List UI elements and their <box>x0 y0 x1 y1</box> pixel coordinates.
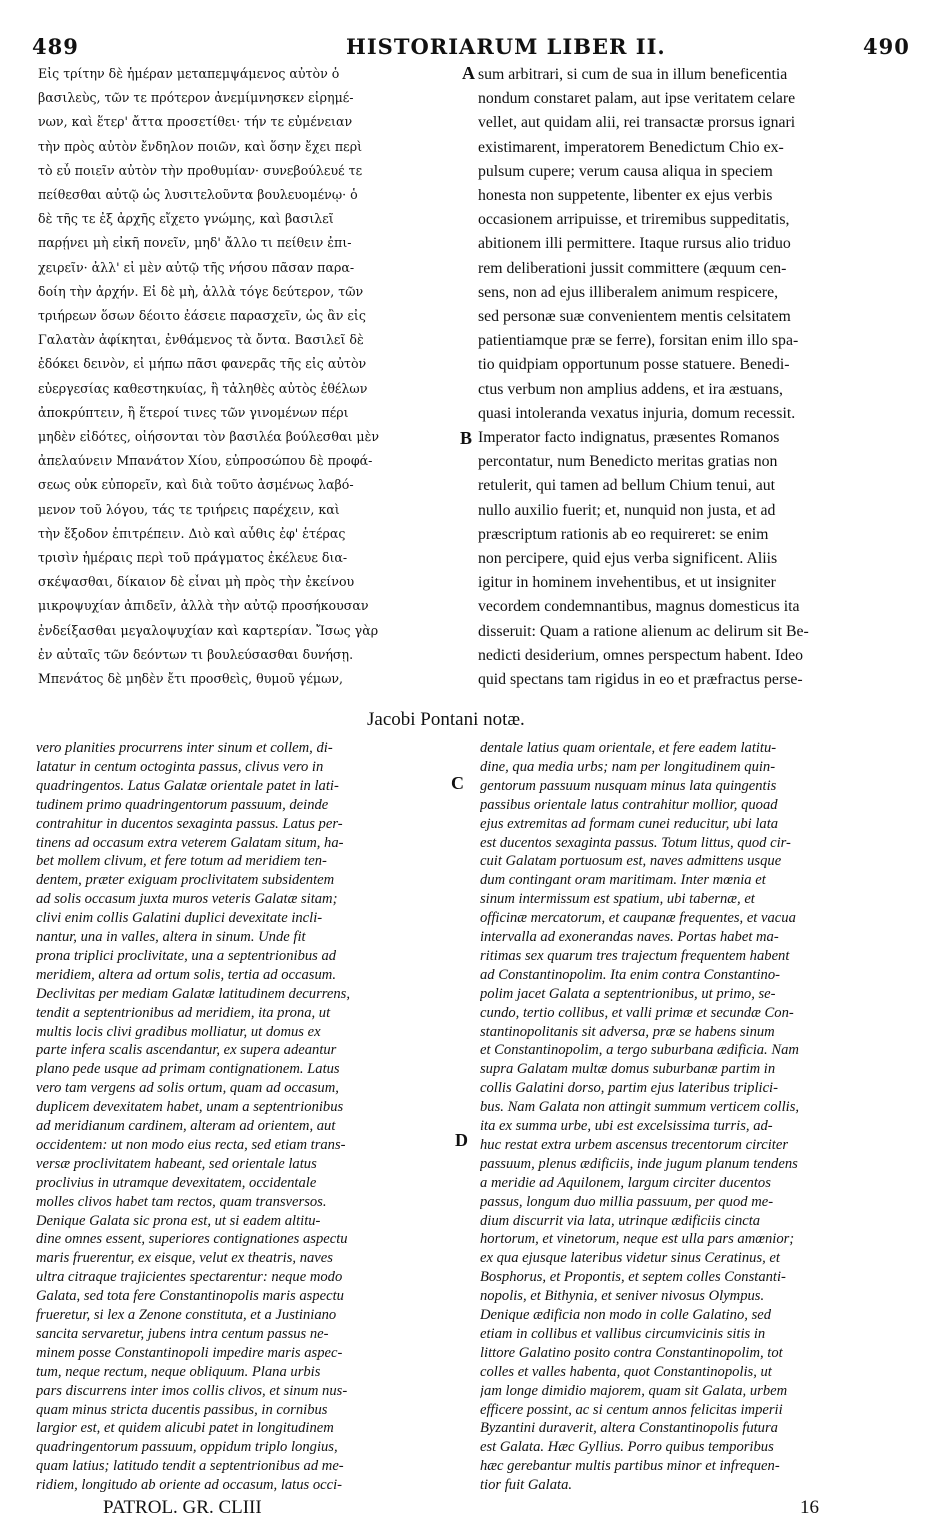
latin-text-line: abitionem illi permittere. Itaque rursus alio triduo <box>478 235 791 253</box>
note-text-line: tior fuit Galata. <box>480 1477 573 1494</box>
greek-text-line: μικροψυχίαν ἀπιδεῖν, ἀλλὰ τὴν αὐτῷ προσήκουσαν <box>38 598 369 614</box>
latin-text-line: præscriptum rationis ab eo requireret: se enim <box>478 525 769 543</box>
note-text-line: nantur, una in valles, altera in sinum. Unde fit <box>36 929 306 945</box>
note-text-line: ritimas sex quarum tres trajectum frequentem habent <box>480 947 790 964</box>
note-text-line: quadringentorum passuum, oppidum triplo longius, <box>36 1439 338 1456</box>
greek-text-line: τὸ εὖ ποιεῖν αὐτὸν τὴν προθυμίαν· συνεβούλευέ τε <box>38 162 363 178</box>
greek-text-line: τὴν πρὸς αὐτὸν ἔνδηλον ποιῶν, καὶ ὅσην ἔχει περὶ <box>38 138 363 154</box>
note-text-line: plano pede usque ad primam contignationem. Latus <box>36 1061 340 1078</box>
note-text-line: multis locis clivi gradibus molliatur, ut domus ex <box>36 1023 321 1040</box>
note-text-line: et Constantinopolim, a tergo suburbana ædificia. Nam <box>480 1042 799 1059</box>
latin-text-line: ctus verbum non amplius addens, et ira æstuans, <box>478 380 783 398</box>
note-text-line: latatur in centum octoginta passus, clivus vero in <box>36 758 324 775</box>
note-text-line: hæc gerebantur multis partibus minor et infrequen- <box>480 1458 780 1475</box>
note-text-line: meridiem, altera ad ortum solis, tertia ad occasum. <box>36 966 336 983</box>
greek-text-line: παρῄνει μὴ εἰκῆ πονεῖν, μηδ' ἄλλο τι πείθειν ἐπι- <box>38 235 352 251</box>
latin-text-line: sum arbitrari, si cum de sua in illum beneficentia <box>478 66 788 83</box>
note-text-line: bet mollem clivum, et fere totum ad meridiem ten- <box>36 853 327 870</box>
note-text-line: parte infera scalis ascendantur, ex supera adeantur <box>36 1042 337 1059</box>
latin-text-line: quid spectans tam rigidus in eo et præfractus perse- <box>478 671 803 688</box>
note-text-line: tinens ad occasum extra veterem Galatam situm, ha- <box>36 834 344 851</box>
note-text-line: dentale latius quam orientale, et fere eadem latitu- <box>480 740 777 756</box>
latin-text-line: non percipere, quid ejus verba significent. Aliis <box>478 550 778 567</box>
running-title: HISTORIARUM LIBER II. <box>346 34 666 59</box>
latin-text-line: honesta non suppetente, libenter ex ejus verbis <box>478 187 773 204</box>
note-text-line: Galata, sed tota fere Constantinopolis maris aspectu <box>36 1288 344 1305</box>
note-text-line: tudinem primo quadringentorum passuum, deinde <box>36 796 329 813</box>
page-number-left: 489 <box>32 34 79 59</box>
margin-marker-d: D <box>455 1130 468 1150</box>
greek-text-line: ἀπελαύνειν Μπανάτον Χίου, εὐπροσώπου δὲ προφά- <box>38 453 373 469</box>
note-text-line: pars discurrens inter imos collis clivos, et sinum nus- <box>36 1382 348 1399</box>
greek-text-line: σεως οὐκ εὐπορεῖν, καὶ διὰ τοῦτο ἀσμένως λαβό- <box>38 477 354 493</box>
note-text-line: prona triplici proclivitate, una a septentrionibus ad <box>36 947 337 964</box>
greek-text-line: Γαλατὰν ἀφίκηται, ἐνθάμενος τὰ ὄντα. Βασιλεῖ δὲ <box>38 332 364 348</box>
greek-text-line: νων, καὶ ἕτερ' ἄττα προσετίθει· τήν τε εὐμένειαν <box>38 114 353 130</box>
greek-text-line: δὲ τῆς τε ἐξ ἀρχῆς εἴχετο γνώμης, καὶ βασιλεῖ <box>38 211 334 227</box>
note-text-line: est ducentos sexaginta passus. Totum littus, quod cir- <box>480 834 791 851</box>
note-text-line: cuit Galatam portuosum est, naves admittens usque <box>480 853 782 870</box>
note-text-line: frueretur, si lex a Zenone constituta, et a Justiniano <box>36 1307 337 1323</box>
latin-text-line: sed personæ suæ convenientem mentis celsitatem <box>478 308 791 325</box>
greek-text-line: τὴν ἔξοδον ἐπιτρέπειν. Διὸ καὶ αὖθις ἐφ' ἑτέρας <box>38 525 346 541</box>
note-text-line: ad Constantinopolim. Ita enim contra Constantino- <box>480 966 780 983</box>
greek-text-line: ἐνδείξασθαι μεγαλοψυχίαν καὶ καρτερίαν. Ἴσως γὰρ <box>38 622 379 638</box>
note-text-line: ad solis occasum juxta muros veteris Galatæ sitam; <box>36 891 338 908</box>
greek-text-line: Μπενάτος δὲ μηδὲν ἔτι προσθεὶς, θυμοῦ γέμων, <box>38 671 343 686</box>
latin-text-line: Imperator facto indignatus, præsentes Romanos <box>478 429 780 446</box>
note-text-line: collis Galatini dorso, partim ejus lateribus triplici- <box>480 1080 778 1097</box>
note-text-line: molles clivos habet tam rectos, quam transversos. <box>36 1193 327 1210</box>
note-text-line: ejus extremitas ad formam cunei reducitur, ubi lata <box>480 815 779 832</box>
note-text-line: jam longe dimidio majorem, quam sit Galata, urbem <box>480 1382 788 1399</box>
note-text-line: occidentem: ut non modo eius recta, sed etiam trans- <box>36 1136 346 1153</box>
note-text-line: largior est, et quidem alicubi patet in longitudinem <box>36 1420 334 1437</box>
greek-text-line: χειρεῖν· ἀλλ' εἰ μὲν αὐτῷ τῆς νήσου πᾶσαν παρα- <box>38 259 355 275</box>
note-text-line: colles et valles habenta, quot Constantinopolis, ut <box>480 1363 772 1380</box>
greek-text-line: μηδὲν εἰδότες, οἰήσονται τὸν βασιλέα βούλεσθαι μὲν <box>38 429 380 444</box>
margin-marker-a: A <box>462 63 475 83</box>
note-text-line: supra Galatam multæ domus suburbanæ partim in <box>480 1061 776 1078</box>
note-text-line: Denique ædificia non modo in colle Galatino, sed <box>480 1307 772 1323</box>
notes-right-column <box>480 740 895 1500</box>
note-text-line: proclivius in utramque devexitatem, occidentale <box>36 1174 317 1191</box>
note-text-line: dum contingant oram maritimam. Inter mœnia et <box>480 872 766 889</box>
greek-text-line: ἀποκρύπτειν, ἢ ἕτεροί τινες τῶν γινομένων πέρι <box>38 404 349 420</box>
latin-text-line: sens, non ad ejus illiberalem animum respicere, <box>478 283 779 301</box>
note-text-line: clivi enim collis Galatini duplici devexitate incli- <box>36 910 323 927</box>
greek-text-line: ἐδόκει δεινὸν, εἰ μήπω πᾶσι φανερᾶς τῆς εἰς αὐτὸν <box>38 356 367 372</box>
latin-text-line: quasi intolerandа vexatus injuria, domum recessit. <box>478 404 796 422</box>
note-text-line: dine omnes essent, superiores contignationes aspectu <box>36 1231 348 1248</box>
latin-text-line: tio quidpiam opportunum posse statuere. Benedi- <box>478 356 790 374</box>
note-text-line: maris fruerentur, ex eisque, velut ex theatris, naves <box>36 1250 333 1267</box>
note-text-line: tendit a septentrionibus ad meridiem, ita prona, ut <box>36 1004 331 1021</box>
note-text-line: efficere possint, ac si centum annos felicitas imperii <box>480 1401 783 1418</box>
note-text-line: versæ proclivitatem habeant, sed orientale latus <box>36 1155 317 1172</box>
note-text-line: intervalla ad exonerandas naves. Portas habet ma- <box>480 929 779 945</box>
latin-text-line: nullo auxilio fuerit; et, nunquid non justa, et ad <box>478 501 776 519</box>
greek-text-line: τρισὶν ἡμέραις περὶ τοῦ πράγματος ἐκέλευε δια- <box>38 550 348 565</box>
note-text-line: quam minus stricta ducentis passibus, in cornibus <box>36 1401 328 1418</box>
greek-text-line: ἐν αὐταῖς τῶν δεόντων τι βουλεύσασθαι δυνήσῃ. <box>38 646 354 662</box>
note-text-line: Byzantini duraverit, altera Constantinopolis futura <box>480 1420 778 1437</box>
greek-text-line: σκέψασθαι, δίκαιον δὲ εἶναι μὴ πρὸς τὴν ἐκείνου <box>38 574 355 590</box>
note-text-line: passuum, plenus ædificiis, inde jugum planum tendens <box>480 1155 798 1172</box>
note-text-line: Bosphorus, et Propontis, et septem colles Constanti- <box>480 1269 786 1286</box>
notes-title: Jacobi Pontani notæ. <box>367 709 525 730</box>
note-text-line: contrahitur in ducentos sexaginta passus. Latus per- <box>36 815 343 832</box>
footer-series: PATROL. GR. CLIII <box>103 1497 262 1518</box>
footer-signature: 16 <box>800 1497 819 1518</box>
latin-text-line: existimarent, imperatorem Benedictum Chio ex- <box>478 138 784 156</box>
latin-text-column <box>478 66 893 696</box>
latin-text-line: vecordem condemnantibus, magnus domesticus ita <box>478 598 800 616</box>
greek-text-line: μενον τοῦ λόγου, τάς τε τριήρεις παρέχειν, καὶ <box>38 501 340 517</box>
note-text-line: ultra citraque trajicientes spectarentur: neque modo <box>36 1269 343 1286</box>
note-text-line: etiam in collibus et vallibus circumvicinis sitis in <box>480 1325 766 1342</box>
note-text-line: dine, qua media urbs; nam per longitudinem quin- <box>480 758 776 775</box>
note-text-line: nopolis, et Bithynia, et seniver nivosus Olympus. <box>480 1288 765 1305</box>
note-text-line: Denique Galata sic prona est, ut si eadem altitu- <box>36 1212 321 1229</box>
margin-marker-c: C <box>451 773 464 793</box>
note-text-line: passibus orientale latus contrahitur mollior, quoad <box>480 796 778 813</box>
note-text-line: bus. Nam Galata non attingit summum verticem collis, <box>480 1099 800 1116</box>
latin-text-line: igitur in hominem invehentibus, et ut insigniter <box>478 574 776 592</box>
note-text-line: dentem, præter exiguam proclivitatem subsidentem <box>36 872 335 889</box>
greek-text-line: εὐεργεσίας καθεστηκυίας, ἢ τἀληθὲς αὐτὸς ἐθέλων <box>38 380 368 396</box>
note-text-line: ita ex summa urbe, ubi est excelsissima turris, ad- <box>480 1118 773 1134</box>
greek-text-column <box>38 66 463 696</box>
latin-text-line: occasionem arripuisse, et triremibus suppeditatis, <box>478 211 790 229</box>
latin-text-line: pulsum cupere; verum causa aliqua in speciem <box>478 162 773 180</box>
latin-text-line: nedicti desiderium, omnes perspectum habent. Ideo <box>478 646 804 664</box>
latin-text-line: retulerit, qui tamen ad bellum Chium tenui, aut <box>478 477 776 495</box>
note-text-line: vero tam vergens ad solis ortum, quam ad occasum, <box>36 1080 339 1097</box>
note-text-line: sancita servaretur, jubens intra centum passus ne- <box>36 1325 329 1342</box>
note-text-line: vero planities procurrens inter sinum et collem, di- <box>36 740 333 756</box>
latin-text-line: disseruit: Quam a ratione alienum ac delirum sit Be- <box>478 622 809 640</box>
greek-text-line: τριήρεων ὅσων δέοιτο ἐάσειε παρασχεῖν, ὡς ἂν εἰς <box>38 308 366 323</box>
note-text-line: a meridie ad Aquilonem, largum circiter ducentos <box>480 1174 771 1191</box>
note-text-line: cundo, tertio collibus, et valli primæ et secundæ Con- <box>480 1004 794 1021</box>
note-text-line: sinum intermissum est spatium, ubi tabernæ, et <box>480 891 755 908</box>
greek-text-line: δοίη τὴν ἀρχήν. Εἰ δὲ μὴ, ἀλλὰ τόγε δεύτερον, τῶν <box>38 283 364 299</box>
latin-text-line: nondum constaret palam, aut ipse veritatem celare <box>478 90 796 108</box>
note-text-line: ridiem, longitudo ab oriente ad occasum, latus occi- <box>36 1477 343 1494</box>
note-text-line: hortorum, et vinetorum, neque est ulla pars amœnior; <box>480 1231 795 1248</box>
note-text-line: ex qua ejusque lateribus videtur sinus Ceratinus, et <box>480 1250 780 1267</box>
greek-text-line: βασιλεὺς, τῶν τε πρότερον ἀνεμίμνησκεν εἰρημέ- <box>38 90 354 106</box>
note-text-line: polim jacet Galata a septentrionibus, ut primo, se- <box>480 985 776 1002</box>
note-text-line: duplicem devexitatem habet, unam a septentrionibus <box>36 1099 344 1116</box>
note-text-line: gentorum passuum nusquam minus lata quingentis <box>480 777 777 794</box>
note-text-line: dium discurrit via lata, utrinque ædificiis cincta <box>480 1212 761 1229</box>
note-text-line: huc restat extra urbem ascensus trecentorum circiter <box>480 1136 789 1153</box>
note-text-line: ad meridianum cardinem, alteram ad orientem, aut <box>36 1118 336 1134</box>
latin-text-line: rem deliberationi jussit committere (æquum cen- <box>478 259 787 277</box>
page-number-right: 490 <box>863 34 910 59</box>
note-text-line: stantinopolitanis sit adversa, præ se habens sinum <box>480 1023 775 1040</box>
latin-text-line: vellet, aut quidam alii, rei transactæ prorsus ignari <box>478 114 796 132</box>
note-text-line: est Galata. Hæc Gyllius. Porro quibus temporibus <box>480 1439 774 1456</box>
note-text-line: quam latius; latitudo tendit a septentrionibus ad me- <box>36 1458 344 1475</box>
latin-text-line: percontatur, num Benedicto meritas gratias non <box>478 453 778 471</box>
greek-text-line: πείθεσθαι αὐτῷ ὡς λυσιτελοῦντα βουλευομένῳ· ὁ <box>38 187 358 202</box>
note-text-line: littore Galatino posito contra Constantinopolim, tot <box>480 1344 783 1361</box>
note-text-line: minem posse Constantinopoli impedire maris aspec- <box>36 1344 343 1361</box>
note-text-line: Declivitas per mediam Galatæ latitudinem decurrens, <box>36 985 350 1002</box>
note-text-line: officinæ mercatorum, et caupanæ frequentes, et vacua <box>480 910 796 927</box>
note-text-line: passus, longum duo millia passuum, per quod me- <box>480 1193 774 1210</box>
latin-text-line: patientiamque præ se ferre), forsitan enim illo spa- <box>478 332 799 350</box>
greek-text-line: Εἰς τρίτην δὲ ἡμέραν μεταπεμψάμενος αὐτὸν ὁ <box>38 66 340 81</box>
note-text-line: quadringentos. Latus Galatæ orientale patet in lati- <box>36 777 339 794</box>
margin-marker-b: B <box>460 428 473 448</box>
note-text-line: tum, neque rectum, neque obliquum. Plana urbis <box>36 1363 321 1380</box>
notes-left-column <box>36 740 446 1500</box>
